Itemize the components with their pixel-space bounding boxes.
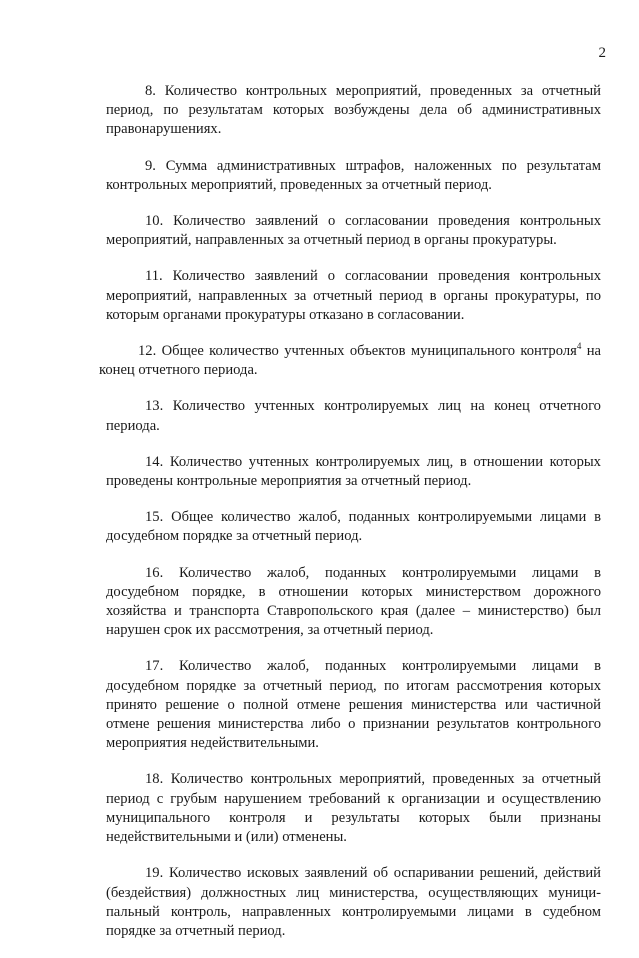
item-number: 19. [145,865,164,882]
item-number: 9. [145,157,156,174]
item-text: Количество жалоб, поданных контролируемыми лицами в досудебном порядке, в отношении которых министерством дорожного хозяйства и транспорта Ставропольского края (далее – министерство) был нарушен срок их рассмотрения, за отчетный период. [106,564,601,639]
footnote-marker: 4 [576,341,582,352]
numbered-list [99,82,602,958]
item-text: Количество заявлений о согласовании проведения контрольных мероприятий, направленных за отчетный период в органы прокуратуры, по которым органами прокуратуры отказано в согласовании. [106,268,601,323]
item-text: Количество жалоб, поданных контролируемыми лицами в досудебном порядке за отчетный период, по итогам рассмотрения которых принято решение о полной отмене решения министерства или частичной отмене решения министерства либо о признании результатов контрольного мероприятия недействительными. [106,658,601,752]
list-item-17 [106,657,601,753]
item-number: 10. [145,213,164,230]
list-item-9 [106,157,601,195]
item-number: 11. [145,268,163,285]
item-number: 13. [145,398,164,415]
item-text: Количество учтенных контролируемых лиц, в отношении которых проведены контрольные мероприятия за отчетный период. [106,453,601,490]
item-number: 15. [145,509,164,526]
item-text: Общее количество учтенных объектов муниципального контроля [161,343,577,360]
item-text: Количество контрольных мероприятий, проведенных за отчетный период, по результатам которых возбуждены дела об административных правонарушениях. [106,83,601,138]
item-text: Общее количество жалоб, поданных контролируемыми лицами в досудебном порядке за отчетный период. [106,509,601,545]
item-text: Сумма административных штрафов, наложенных по результатам контрольных мероприятий, проведенных за отчетный период. [106,157,601,193]
list-item-8 [106,82,601,140]
item-text: Количество контрольных мероприятий, проведенных за отчетный период с грубым нарушением требований к организации и осуществлению муниципального контроля и результаты которых были признаны недействительными и (или) отменены. [106,771,601,846]
item-number: 12. [138,343,157,360]
item-number: 14. [145,453,164,470]
list-item-14 [106,453,601,491]
item-number: 17. [145,658,164,675]
item-number: 8. [145,83,156,99]
item-number: 18. [145,771,164,788]
list-item-10 [106,212,601,250]
item-text-continued: на конец отчетного периода. [99,343,602,379]
list-item-12 [99,342,601,380]
page-number: 2 [598,45,606,61]
list-item-13 [106,397,601,435]
item-text: Количество исковых заявлений об оспаривании решений, действий (бездействия) должностных лиц министерства, осуществляющих муници-пальный контроль, направленных контролируемыми лицами в судебном порядке за отчетный период. [106,865,601,939]
item-text: Количество учтенных контролируемых лиц на конец отчетного периода. [106,398,601,434]
list-item-18 [106,770,601,847]
item-number: 16. [145,564,164,581]
list-item-11 [106,267,601,325]
list-item-19 [106,864,601,941]
item-text: Количество заявлений о согласовании проведения контрольных мероприятий, направленных за отчетный период в органы прокуратуры. [106,213,601,249]
list-item-15 [106,508,601,546]
list-item-16 [106,564,601,641]
